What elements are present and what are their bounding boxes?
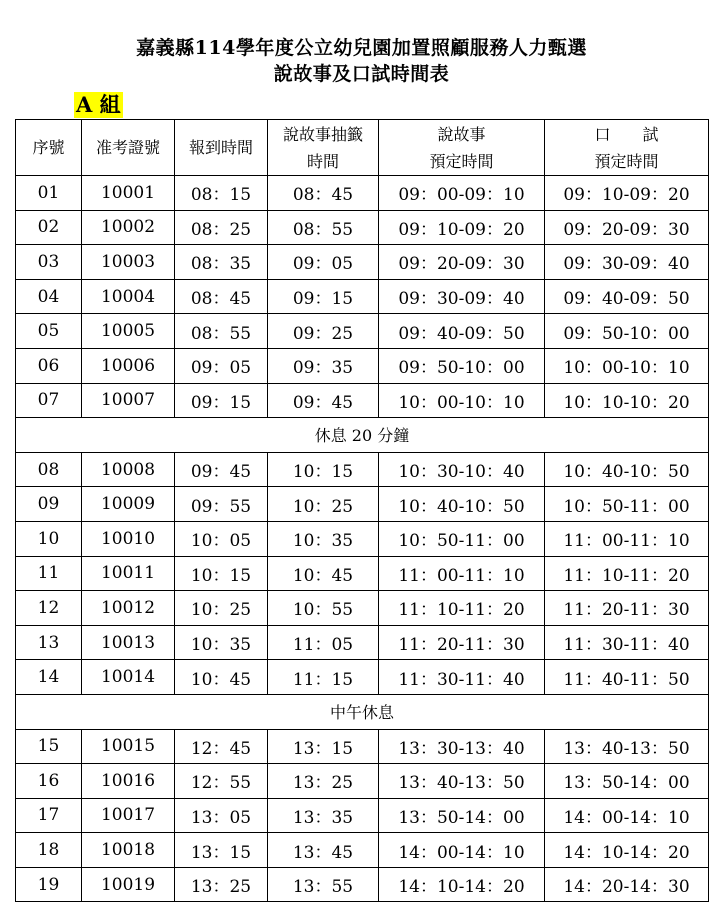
cell-checkin: 12：55 (175, 764, 268, 799)
cell-oral-time: 14：20-14：30 (545, 867, 709, 902)
cell-checkin: 08：25 (175, 210, 268, 245)
cell-seq: 03 (16, 245, 82, 280)
break-label: 休息 20 分鐘 (16, 418, 709, 453)
table-row (16, 798, 709, 833)
cell-checkin: 09：05 (175, 348, 268, 383)
cell-draw-time: 13：25 (268, 764, 379, 799)
cell-oral-time: 10：00-10：10 (545, 348, 709, 383)
cell-exam-no: 10002 (82, 210, 175, 245)
table-row (16, 591, 709, 626)
cell-checkin: 09：15 (175, 383, 268, 418)
cell-draw-time: 08：45 (268, 176, 379, 211)
cell-story-time: 10：40-10：50 (379, 487, 545, 522)
document-subtitle: 說故事及口試時間表 (273, 63, 450, 85)
cell-story-time: 09：10-09：20 (379, 210, 545, 245)
cell-checkin: 10：35 (175, 625, 268, 660)
cell-oral-time: 11：30-11：40 (545, 625, 709, 660)
cell-seq: 05 (16, 314, 82, 349)
cell-draw-time: 13：35 (268, 798, 379, 833)
header-row (16, 120, 709, 176)
cell-checkin: 08：55 (175, 314, 268, 349)
cell-checkin: 08：45 (175, 279, 268, 314)
cell-story-time: 11：00-11：10 (379, 556, 545, 591)
cell-oral-time: 13：40-13：50 (545, 729, 709, 764)
cell-draw-time: 11：15 (268, 660, 379, 695)
cell-exam-no: 10007 (82, 383, 175, 418)
cell-oral-time: 10：40-10：50 (545, 452, 709, 487)
cell-story-time: 10：30-10：40 (379, 452, 545, 487)
cell-story-time: 10：00-10：10 (379, 383, 545, 418)
cell-seq: 17 (16, 798, 82, 833)
cell-seq: 14 (16, 660, 82, 695)
document-title: 嘉義縣114學年度公立幼兒園加置照顧服務人力甄選 (136, 37, 587, 59)
cell-story-time: 09：50-10：00 (379, 348, 545, 383)
cell-draw-time: 09：45 (268, 383, 379, 418)
cell-exam-no: 10013 (82, 625, 175, 660)
cell-exam-no: 10009 (82, 487, 175, 522)
cell-oral-time: 09：10-09：20 (545, 176, 709, 211)
group-label: A 組 (76, 92, 121, 117)
cell-exam-no: 10017 (82, 798, 175, 833)
cell-story-time: 09：20-09：30 (379, 245, 545, 280)
cell-seq: 15 (16, 729, 82, 764)
cell-exam-no: 10019 (82, 867, 175, 902)
cell-story-time: 14：10-14：20 (379, 867, 545, 902)
cell-oral-time: 09：30-09：40 (545, 245, 709, 280)
cell-checkin: 09：45 (175, 452, 268, 487)
cell-seq: 07 (16, 383, 82, 418)
cell-seq: 06 (16, 348, 82, 383)
cell-oral-time: 11：10-11：20 (545, 556, 709, 591)
table-row (16, 833, 709, 868)
cell-seq: 11 (16, 556, 82, 591)
cell-oral-time: 10：50-11：00 (545, 487, 709, 522)
cell-exam-no: 10004 (82, 279, 175, 314)
cell-story-time: 11：20-11：30 (379, 625, 545, 660)
cell-checkin: 10：05 (175, 521, 268, 556)
cell-story-time: 11：30-11：40 (379, 660, 545, 695)
cell-exam-no: 10005 (82, 314, 175, 349)
cell-story-time: 14：00-14：10 (379, 833, 545, 868)
cell-oral-time: 14：00-14：10 (545, 798, 709, 833)
cell-draw-time: 13：55 (268, 867, 379, 902)
cell-exam-no: 10008 (82, 452, 175, 487)
cell-draw-time: 09：35 (268, 348, 379, 383)
cell-draw-time: 13：15 (268, 729, 379, 764)
table-row (16, 176, 709, 211)
table-row (16, 625, 709, 660)
cell-draw-time: 11：05 (268, 625, 379, 660)
table-row (16, 452, 709, 487)
cell-story-time: 13：50-14：00 (379, 798, 545, 833)
header-draw-line1: 說故事抽籤 (282, 124, 363, 144)
cell-oral-time: 10：10-10：20 (545, 383, 709, 418)
cell-seq: 10 (16, 521, 82, 556)
schedule-table (15, 119, 709, 902)
cell-oral-time: 11：00-11：10 (545, 521, 709, 556)
cell-oral-time: 09：20-09：30 (545, 210, 709, 245)
header-seq: 序號 (16, 120, 82, 176)
cell-seq: 08 (16, 452, 82, 487)
cell-seq: 04 (16, 279, 82, 314)
cell-draw-time: 10：25 (268, 487, 379, 522)
break-row (16, 694, 709, 729)
header-draw-line2: 時間 (306, 151, 339, 171)
cell-checkin: 08：35 (175, 245, 268, 280)
table-row (16, 660, 709, 695)
cell-checkin: 09：55 (175, 487, 268, 522)
break-label: 中午休息 (16, 694, 709, 729)
header-draw (268, 120, 379, 176)
cell-exam-no: 10003 (82, 245, 175, 280)
cell-checkin: 13：15 (175, 833, 268, 868)
cell-seq: 18 (16, 833, 82, 868)
cell-story-time: 09：40-09：50 (379, 314, 545, 349)
cell-exam-no: 10016 (82, 764, 175, 799)
cell-checkin: 08：15 (175, 176, 268, 211)
table-row (16, 556, 709, 591)
cell-draw-time: 13：45 (268, 833, 379, 868)
cell-story-time: 11：10-11：20 (379, 591, 545, 626)
cell-story-time: 09：30-09：40 (379, 279, 545, 314)
table-row (16, 348, 709, 383)
cell-story-time: 09：00-09：10 (379, 176, 545, 211)
cell-exam-no: 10012 (82, 591, 175, 626)
cell-exam-no: 10014 (82, 660, 175, 695)
header-oral (545, 120, 709, 176)
header-oral-line2: 預定時間 (594, 151, 659, 171)
cell-seq: 13 (16, 625, 82, 660)
cell-draw-time: 10：45 (268, 556, 379, 591)
table-row (16, 279, 709, 314)
table-row (16, 867, 709, 902)
table-row (16, 314, 709, 349)
cell-draw-time: 10：55 (268, 591, 379, 626)
header-story-line2: 預定時間 (429, 151, 494, 171)
cell-draw-time: 10：15 (268, 452, 379, 487)
cell-exam-no: 10006 (82, 348, 175, 383)
cell-seq: 16 (16, 764, 82, 799)
cell-seq: 01 (16, 176, 82, 211)
cell-seq: 12 (16, 591, 82, 626)
cell-draw-time: 08：55 (268, 210, 379, 245)
cell-oral-time: 13：50-14：00 (545, 764, 709, 799)
cell-draw-time: 09：05 (268, 245, 379, 280)
cell-exam-no: 10001 (82, 176, 175, 211)
cell-seq: 02 (16, 210, 82, 245)
header-exam-no: 准考證號 (82, 120, 175, 176)
cell-seq: 09 (16, 487, 82, 522)
cell-oral-time: 11：20-11：30 (545, 591, 709, 626)
cell-checkin: 10：25 (175, 591, 268, 626)
header-story-line1: 說故事 (437, 124, 486, 144)
cell-checkin: 10：15 (175, 556, 268, 591)
table-row (16, 245, 709, 280)
break-row (16, 418, 709, 453)
cell-seq: 19 (16, 867, 82, 902)
header-story (379, 120, 545, 176)
cell-checkin: 13：05 (175, 798, 268, 833)
cell-exam-no: 10011 (82, 556, 175, 591)
cell-checkin: 12：45 (175, 729, 268, 764)
schedule-body (16, 176, 709, 902)
table-row (16, 383, 709, 418)
table-row (16, 521, 709, 556)
cell-oral-time: 11：40-11：50 (545, 660, 709, 695)
cell-checkin: 13：25 (175, 867, 268, 902)
cell-oral-time: 09：50-10：00 (545, 314, 709, 349)
cell-oral-time: 09：40-09：50 (545, 279, 709, 314)
cell-exam-no: 10015 (82, 729, 175, 764)
cell-oral-time: 14：10-14：20 (545, 833, 709, 868)
header-oral-line1: 口 試 (594, 124, 659, 144)
table-row (16, 210, 709, 245)
table-row (16, 487, 709, 522)
cell-exam-no: 10010 (82, 521, 175, 556)
cell-draw-time: 10：35 (268, 521, 379, 556)
cell-story-time: 13：30-13：40 (379, 729, 545, 764)
cell-draw-time: 09：25 (268, 314, 379, 349)
cell-checkin: 10：45 (175, 660, 268, 695)
cell-story-time: 10：50-11：00 (379, 521, 545, 556)
cell-story-time: 13：40-13：50 (379, 764, 545, 799)
table-row (16, 729, 709, 764)
header-checkin: 報到時間 (175, 120, 268, 176)
table-row (16, 764, 709, 799)
cell-exam-no: 10018 (82, 833, 175, 868)
cell-draw-time: 09：15 (268, 279, 379, 314)
